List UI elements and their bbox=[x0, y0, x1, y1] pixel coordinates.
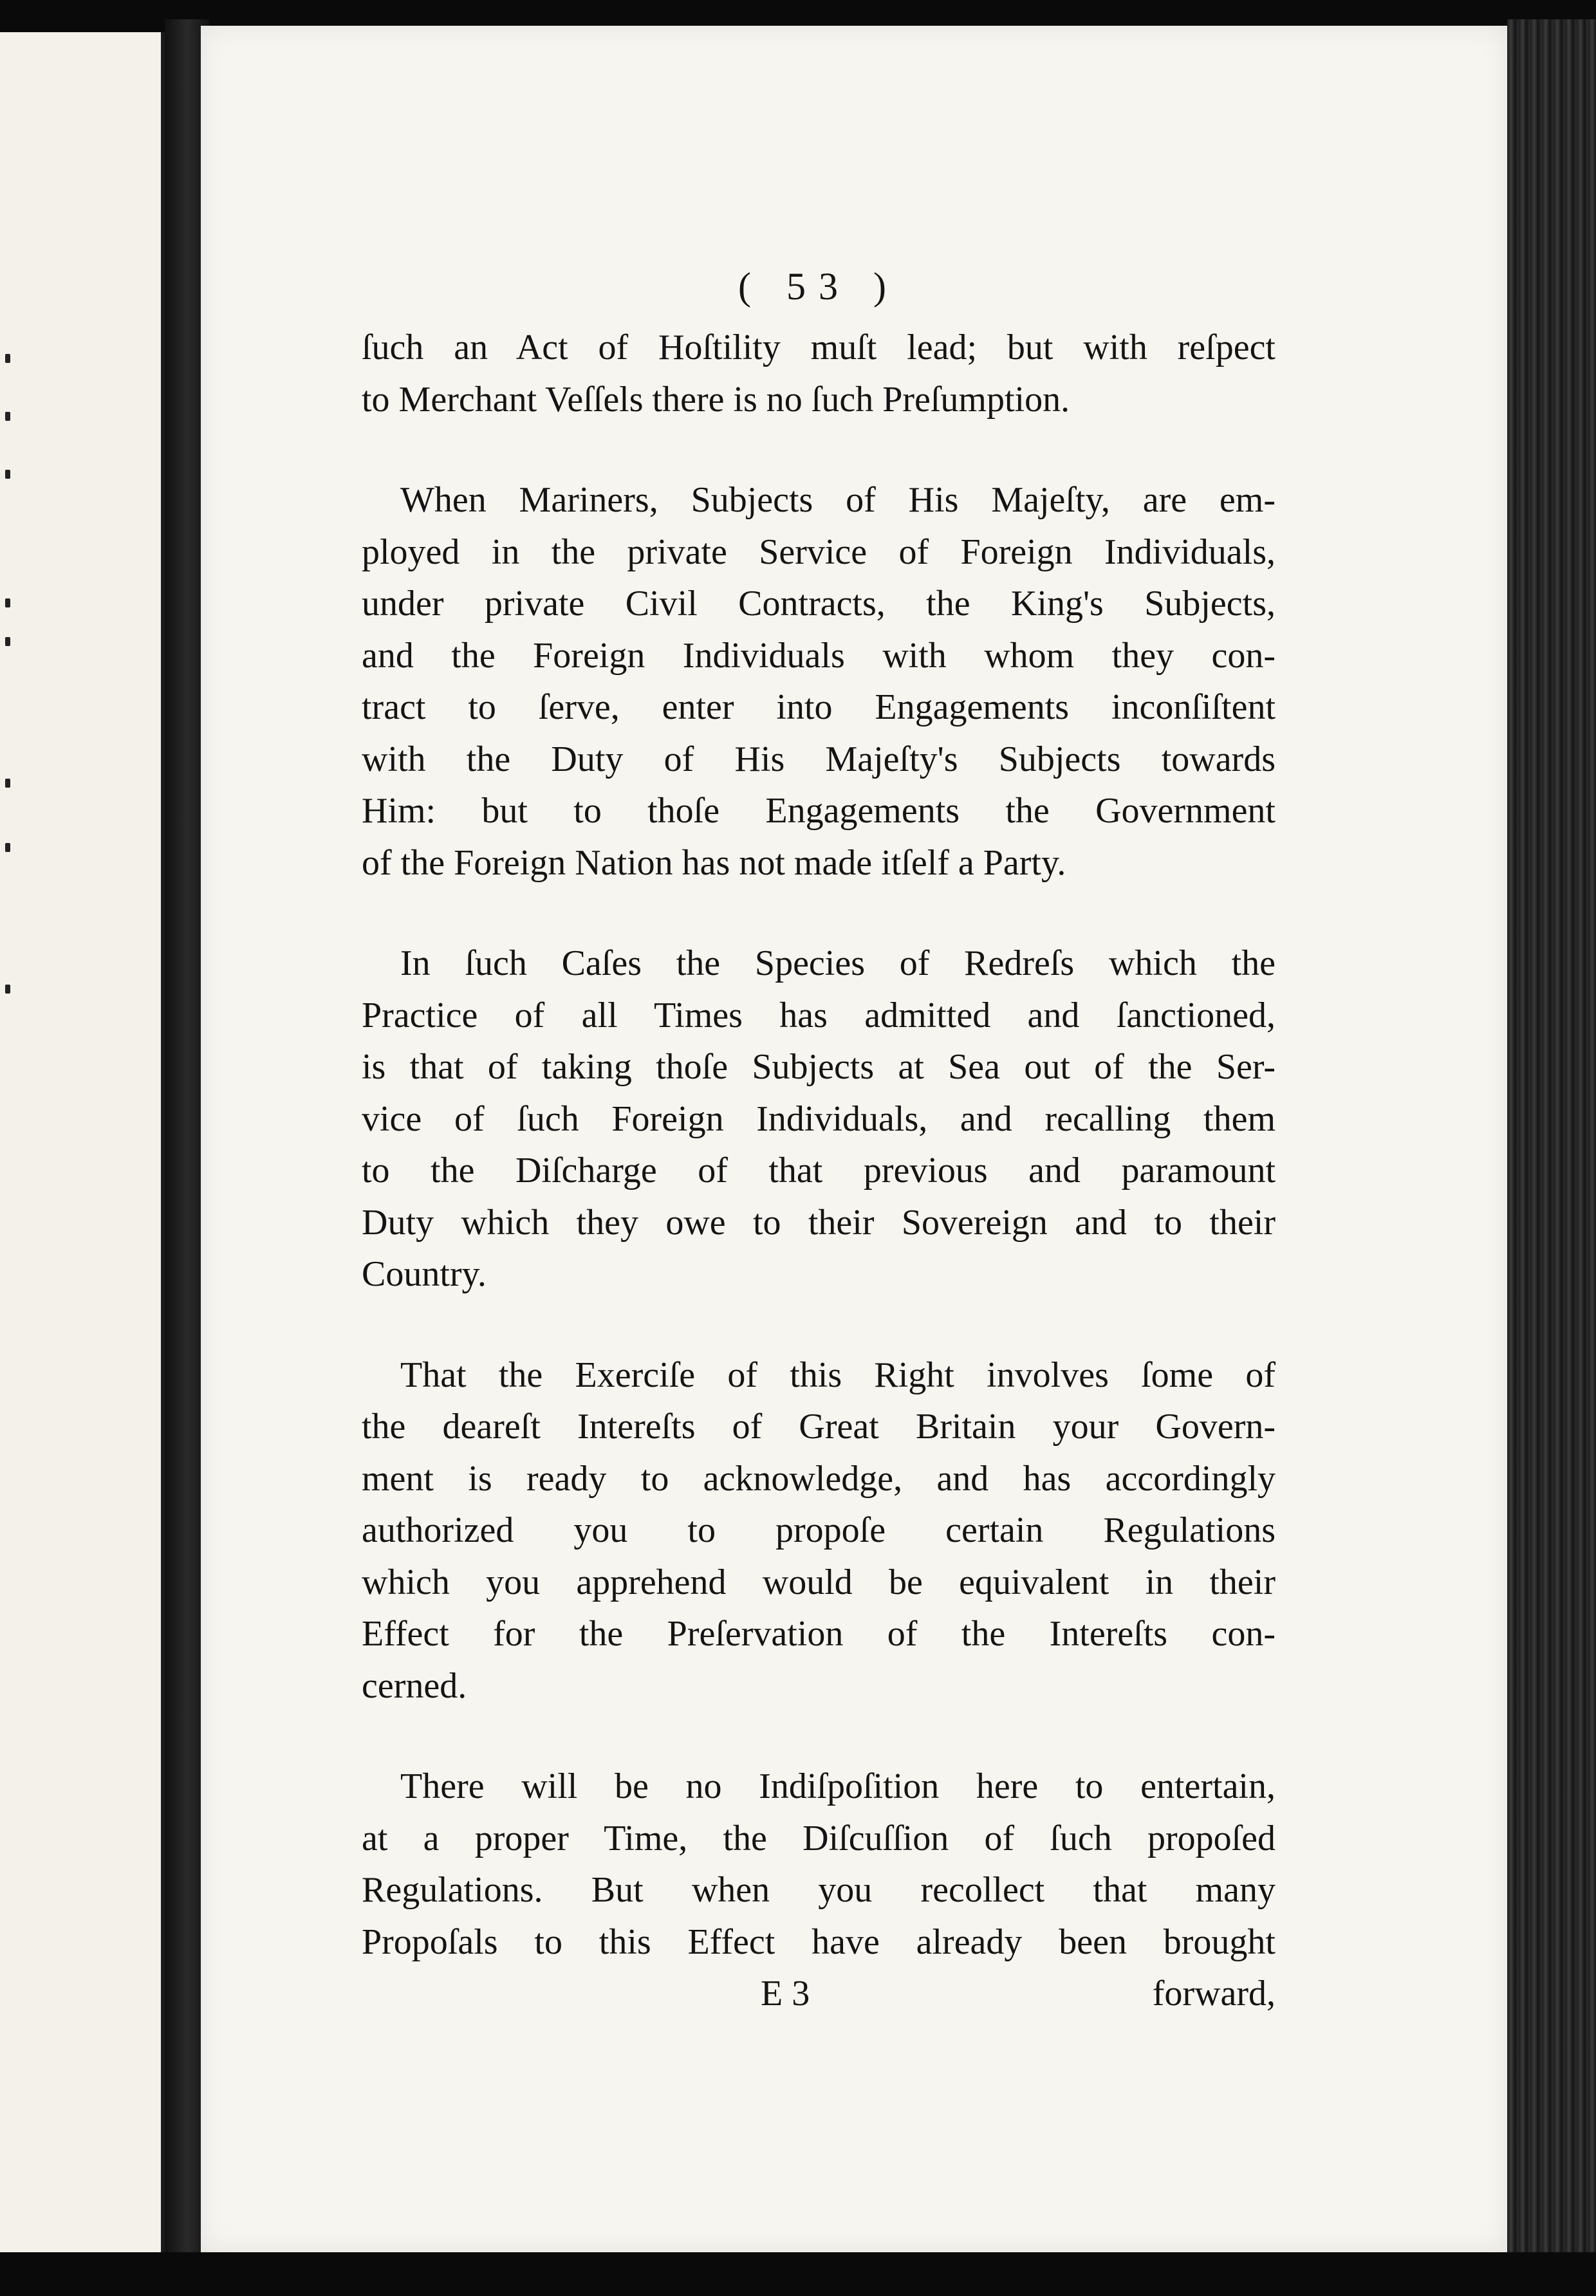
bleed-mark bbox=[5, 470, 10, 479]
text-line: In ſuch Caſes the Species of Redreſs which the bbox=[400, 943, 1276, 983]
text-line: Regulations. But when you recollect that many bbox=[362, 1870, 1276, 1910]
text-line: to the Diſcharge of that previous and paramount bbox=[362, 1151, 1276, 1190]
text-line: cerned. bbox=[362, 1665, 467, 1706]
scan-bottom-edge bbox=[0, 2252, 1596, 2296]
catchword: forward, bbox=[1152, 1974, 1276, 2014]
paragraph-3 bbox=[362, 938, 1276, 1301]
paragraph-1 bbox=[362, 322, 1276, 425]
text-line: is that of taking thoſe Subjects at Sea out of the Ser- bbox=[362, 1047, 1276, 1087]
text-line: Practice of all Times has admitted and ſanctioned, bbox=[362, 995, 1276, 1035]
text-line: of the Foreign Nation has not made itſelf a Party. bbox=[362, 842, 1066, 883]
text-line: ment is ready to acknowledge, and has accordingly bbox=[362, 1458, 1276, 1499]
page-number: ( 53 ) bbox=[738, 265, 899, 308]
text-line: When Mariners, Subjects of His Majeſty, are em- bbox=[400, 480, 1276, 520]
text-line: ployed in the private Service of Foreign Individuals, bbox=[362, 532, 1276, 572]
text-line: with the Duty of His Majeſty's Subjects towards bbox=[362, 739, 1276, 779]
text-line: Him: but to thoſe Engagements the Government bbox=[362, 791, 1276, 831]
paragraph-2 bbox=[362, 474, 1276, 889]
text-line: the deareſt Intereſts of Great Britain your Govern- bbox=[362, 1407, 1276, 1447]
page-fore-edge bbox=[1507, 19, 1596, 2284]
text-line: to Merchant Veſſels there is no ſuch Preſumption. bbox=[362, 379, 1070, 420]
paragraph-4 bbox=[362, 1349, 1276, 1712]
left-facing-page bbox=[0, 32, 165, 2259]
page-text-block bbox=[362, 251, 1276, 2020]
text-line: There will be no Indiſpoſition here to entertain, bbox=[400, 1766, 1276, 1806]
text-line: Effect for the Preſervation of the Intereſts con- bbox=[362, 1614, 1276, 1654]
text-line: ſuch an Act of Hoſtility muſt lead; but with reſpect bbox=[362, 328, 1276, 367]
text-line: and the Foreign Individuals with whom they con- bbox=[362, 635, 1276, 676]
text-line: Propoſals to this Effect have already been brought bbox=[362, 1921, 1276, 1962]
text-line: tract to ſerve, enter into Engagements inconſiſtent bbox=[362, 687, 1276, 727]
text-line: which you apprehend would be equivalent in their bbox=[362, 1562, 1276, 1602]
text-line: vice of ſuch Foreign Individuals, and recalling them bbox=[362, 1098, 1276, 1139]
text-line: Duty which they owe to their Sovereign and to their bbox=[362, 1202, 1276, 1243]
bleed-mark bbox=[5, 985, 10, 994]
paragraph-5 bbox=[362, 1761, 1276, 1968]
text-line: at a proper Time, the Diſcuſſion of ſuch propoſed bbox=[362, 1818, 1276, 1858]
printed-page bbox=[201, 26, 1507, 2252]
signature-mark: E 3 bbox=[761, 1974, 810, 2014]
page-footer-row bbox=[362, 1968, 1276, 2020]
text-line: authorized you to propoſe certain Regulations bbox=[362, 1510, 1276, 1550]
text-line: under private Civil Contracts, the King's Subjects, bbox=[362, 584, 1276, 624]
bleed-mark bbox=[5, 843, 10, 852]
bleed-mark bbox=[5, 779, 10, 788]
text-line: That the Exerciſe of this Right involves ſome of bbox=[400, 1355, 1276, 1395]
bleed-mark bbox=[5, 354, 10, 363]
bleed-mark bbox=[5, 598, 10, 607]
bleed-mark bbox=[5, 412, 10, 421]
bleed-mark bbox=[5, 637, 10, 646]
text-line: Country. bbox=[362, 1254, 487, 1294]
